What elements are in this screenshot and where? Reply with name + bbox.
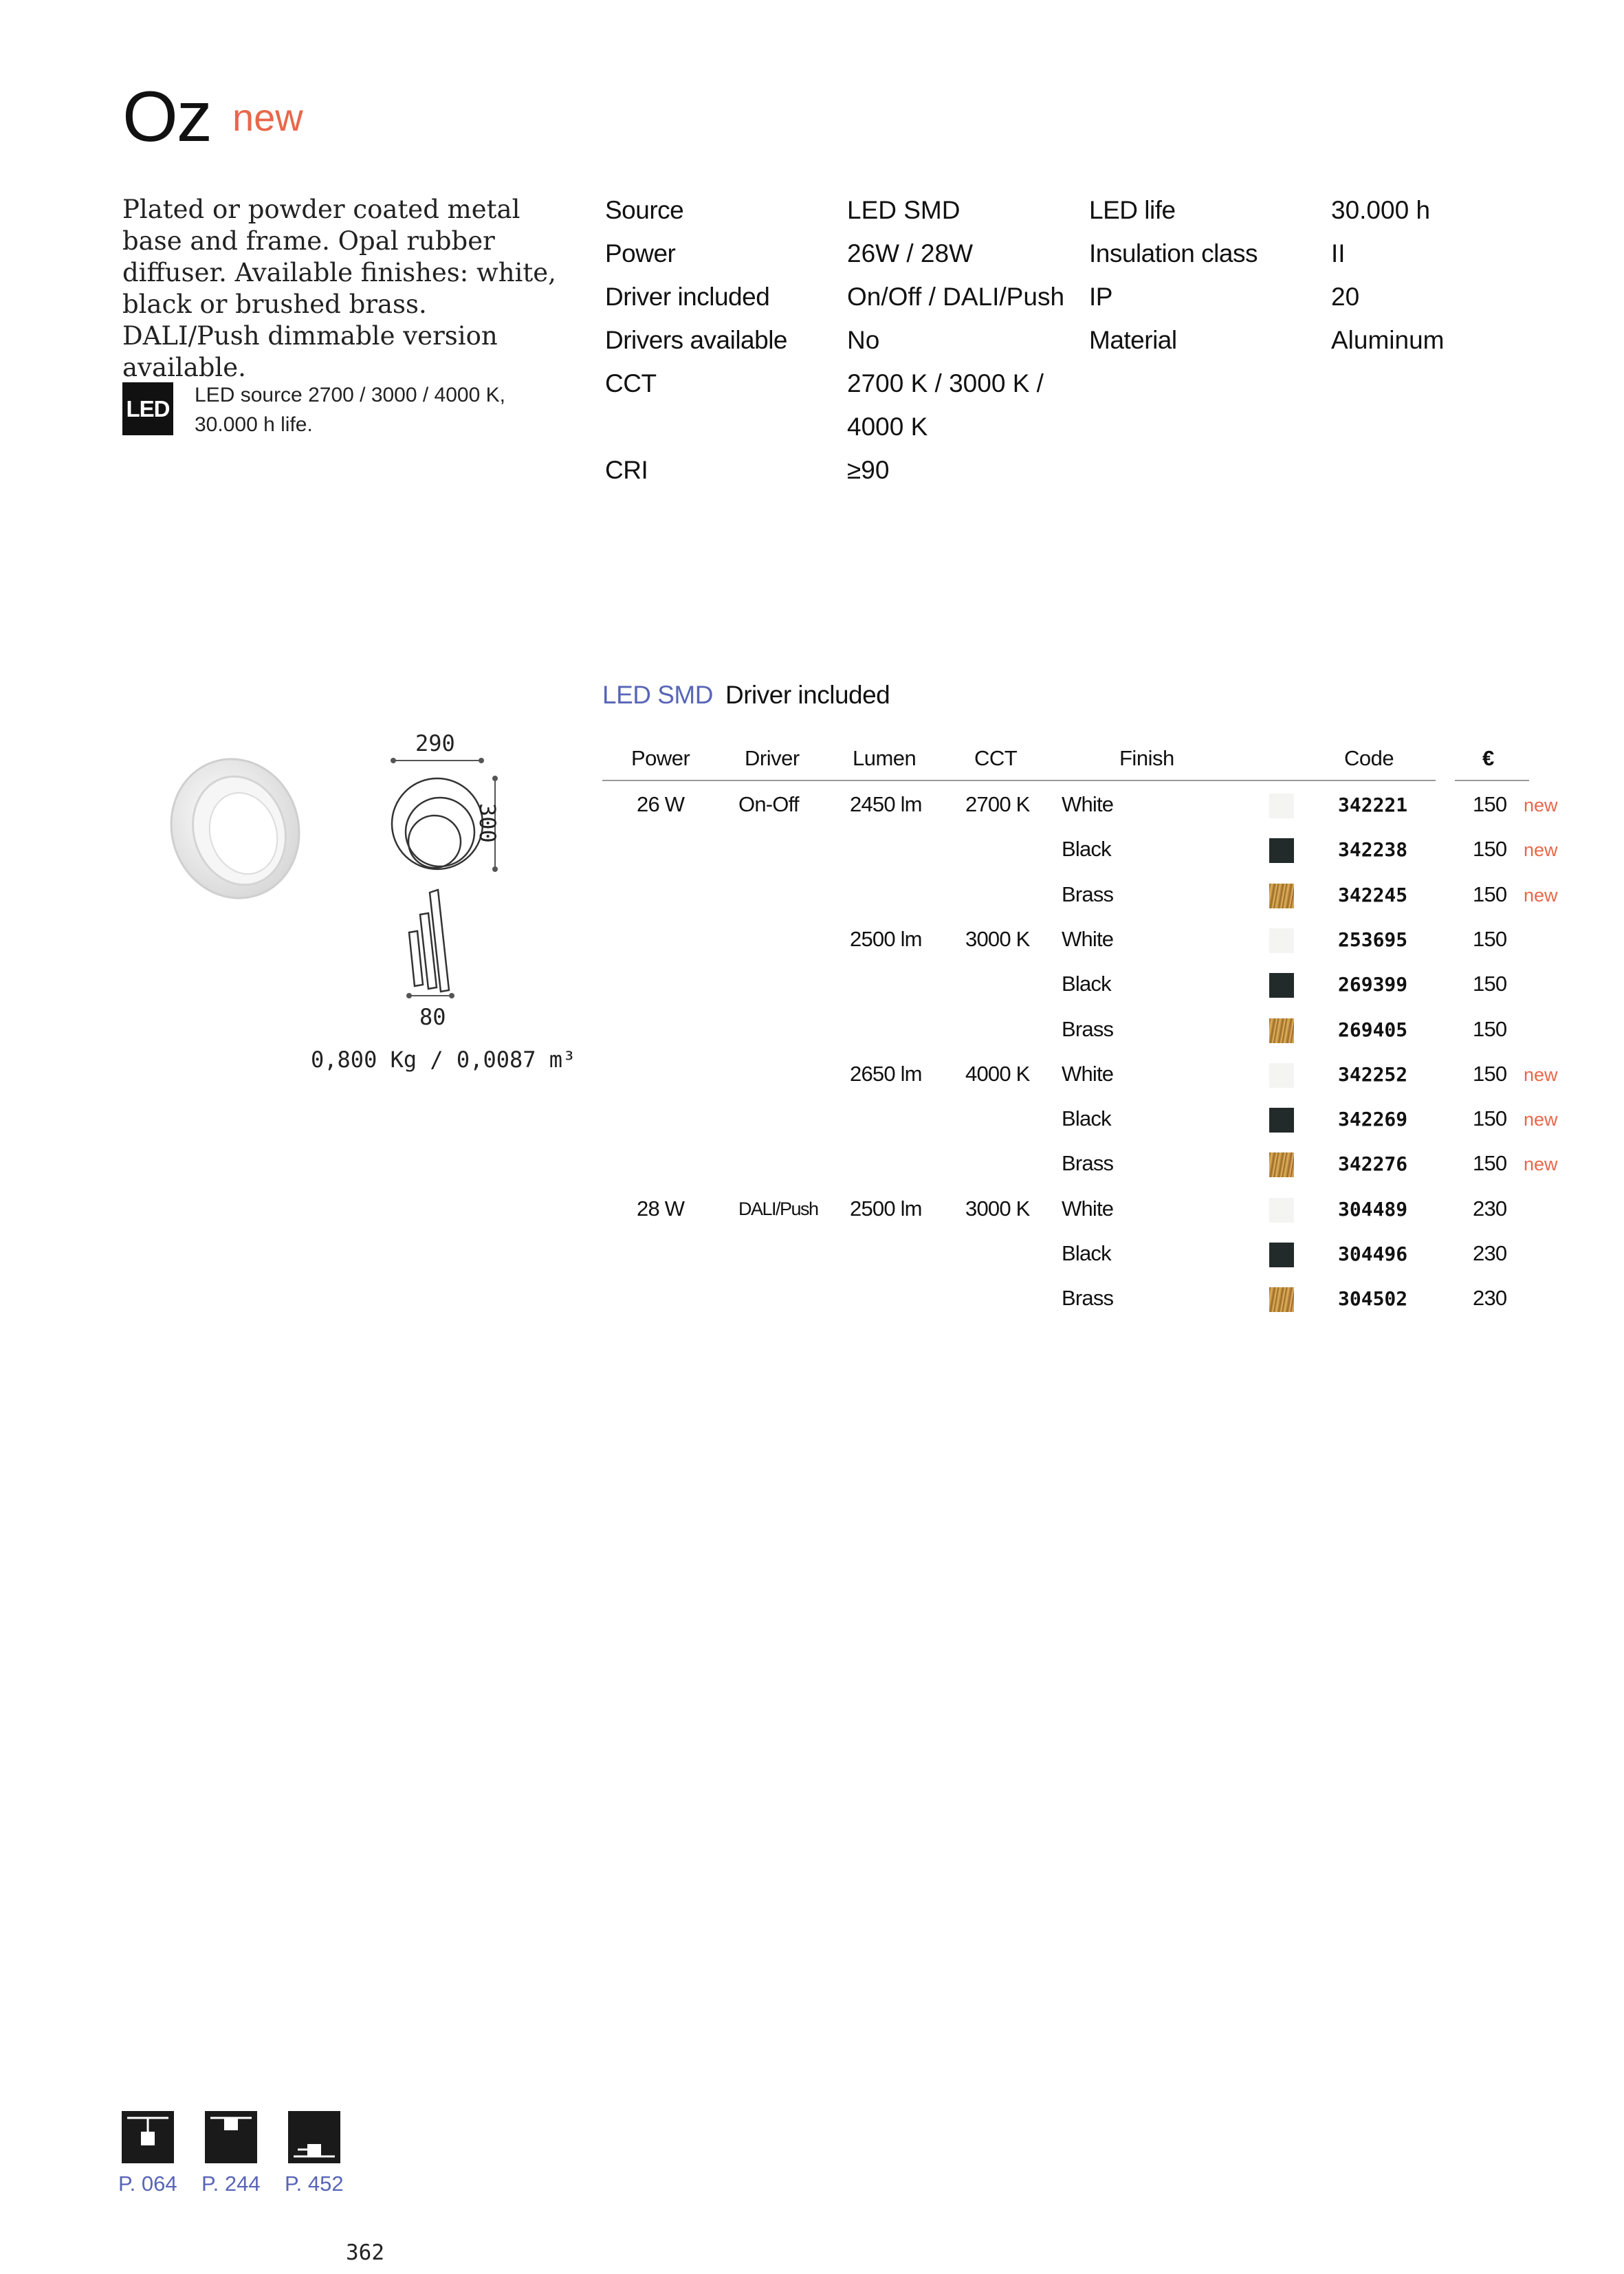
cell-lumen: 2500 lm: [850, 1196, 922, 1221]
product-description: Plated or powder coated metal base and frame. Opal rubber diffuser. Available finishes: white, black or brushed brass. DALI/Push dimmable version available.: [122, 195, 556, 382]
cell-code: 342221: [1338, 794, 1408, 816]
cell-price: 230: [1473, 1196, 1507, 1221]
cell-code: 304502: [1338, 1287, 1408, 1311]
cell-price: 150: [1473, 837, 1507, 862]
cell-lumen: 2500 lm: [850, 926, 922, 951]
weight-volume: 0,800 Kg / 0,0087 m³: [311, 1047, 576, 1073]
spec-value: LED SMD: [847, 196, 961, 224]
spec-value: II: [1331, 239, 1346, 267]
col-header-power: Power: [631, 746, 690, 770]
col-header-code: Code: [1344, 746, 1394, 770]
spec-value: Aluminum: [1331, 326, 1445, 354]
header-rule-price: [1455, 780, 1529, 781]
floor-category-icon[interactable]: [288, 2111, 340, 2163]
cell-price: 150: [1473, 1016, 1507, 1041]
col-header-lumen: Lumen: [853, 746, 917, 770]
new-tag: new: [1524, 1154, 1558, 1175]
cell-code: 304489: [1338, 1197, 1408, 1221]
page-number: 362: [346, 2240, 384, 2265]
spec-label: CCT: [605, 369, 657, 397]
new-tag: new: [1524, 1064, 1558, 1085]
cell-cct: 2700 K: [965, 792, 1030, 816]
finish-swatch-brass: [1269, 884, 1294, 908]
page-link-2[interactable]: P. 244: [201, 2172, 261, 2196]
cell-price: 150: [1473, 792, 1507, 816]
cell-driver: DALI/Push: [738, 1198, 818, 1219]
finish-swatch-white: [1269, 1198, 1294, 1223]
cell-code: 342269: [1338, 1108, 1408, 1131]
spec-label: LED life: [1089, 196, 1176, 224]
new-tag: new: [1524, 795, 1558, 816]
cell-finish: Black: [1062, 972, 1111, 996]
cell-finish: White: [1062, 792, 1114, 816]
section-header: [602, 681, 890, 710]
cell-driver: On-Off: [738, 792, 799, 816]
pendant-category-icon[interactable]: [122, 2111, 174, 2163]
cell-code: 269399: [1338, 973, 1408, 996]
cell-power: 28 W: [637, 1196, 685, 1221]
spec-label: CRI: [605, 456, 648, 484]
page-link-1[interactable]: P. 064: [118, 2172, 177, 2196]
cell-code: 253695: [1338, 928, 1408, 951]
spec-label: Driver included: [605, 283, 770, 311]
cell-price: 150: [1473, 972, 1507, 996]
dim-width: 290: [415, 730, 455, 756]
new-tag: new: [1524, 1109, 1558, 1130]
cell-code: 269405: [1338, 1018, 1408, 1041]
cell-finish: Black: [1062, 1241, 1111, 1265]
cell-price: 150: [1473, 1151, 1507, 1176]
product-photo: [158, 750, 309, 908]
product-title: Oz: [122, 77, 211, 157]
cell-price: 150: [1473, 1106, 1507, 1131]
cell-finish: Brass: [1062, 1151, 1114, 1176]
cell-finish: White: [1062, 1061, 1114, 1086]
led-note: LED source 2700 / 3000 / 4000 K, 30.000 h life.: [195, 384, 505, 436]
cell-price: 230: [1473, 1286, 1507, 1311]
cell-power: 26 W: [637, 792, 685, 816]
dim-height: 300: [474, 803, 501, 843]
finish-swatch-black: [1269, 838, 1294, 863]
cell-code: 342238: [1338, 838, 1408, 862]
col-header-finish: Finish: [1119, 746, 1174, 770]
spec-label: Drivers available: [605, 326, 787, 354]
col-header-driver: Driver: [745, 746, 800, 770]
finish-swatch-black: [1269, 973, 1294, 998]
finish-swatch-white: [1269, 1063, 1294, 1088]
side-drawing: [402, 887, 464, 1004]
cell-price: 150: [1473, 926, 1507, 951]
ceiling-category-icon[interactable]: [205, 2111, 257, 2163]
led-icon: LED: [122, 382, 173, 435]
spec-value: 2700 K / 3000 K /: [847, 369, 1044, 397]
cell-finish: Black: [1062, 837, 1111, 862]
cell-cct: 3000 K: [965, 926, 1030, 951]
spec-value: 26W / 28W: [847, 239, 973, 267]
cell-price: 150: [1473, 1061, 1507, 1086]
cell-code: 342276: [1338, 1152, 1408, 1176]
cell-finish: Black: [1062, 1106, 1111, 1131]
cell-cct: 3000 K: [965, 1196, 1030, 1221]
spec-value: 30.000 h: [1331, 196, 1431, 224]
cell-price: 230: [1473, 1241, 1507, 1265]
col-header-cct: CCT: [974, 746, 1018, 770]
cell-finish: Brass: [1062, 1286, 1114, 1311]
spec-label: Material: [1089, 326, 1177, 354]
section-driver: Driver included: [725, 681, 890, 709]
finish-swatch-brass: [1269, 1152, 1294, 1177]
cell-code: 342245: [1338, 883, 1408, 906]
cell-code: 304496: [1338, 1243, 1408, 1265]
cell-price: 150: [1473, 882, 1507, 906]
spec-value: 4000 K: [847, 413, 928, 441]
cell-code: 342252: [1338, 1062, 1408, 1086]
spec-label: Power: [605, 239, 676, 267]
spec-value: No: [847, 326, 880, 354]
spec-value: 20: [1331, 283, 1360, 311]
finish-swatch-black: [1269, 1108, 1294, 1133]
cell-finish: Brass: [1062, 882, 1114, 906]
page-link-3[interactable]: P. 452: [285, 2172, 344, 2196]
cell-finish: Brass: [1062, 1016, 1114, 1041]
spec-label: Insulation class: [1089, 239, 1258, 267]
finish-swatch-brass: [1269, 1018, 1294, 1043]
cell-lumen: 2650 lm: [850, 1061, 922, 1086]
cell-finish: White: [1062, 926, 1114, 951]
finish-swatch-white: [1269, 928, 1294, 953]
dim-depth: 80: [419, 1004, 446, 1030]
cell-lumen: 2450 lm: [850, 792, 922, 816]
col-header-price: €: [1482, 746, 1494, 770]
spec-value: On/Off / DALI/Push: [847, 283, 1065, 311]
spec-label: Source: [605, 196, 684, 224]
cell-finish: White: [1062, 1196, 1114, 1221]
header-rule: [602, 780, 1436, 781]
new-badge: new: [232, 96, 303, 139]
new-tag: new: [1524, 884, 1558, 906]
cell-cct: 4000 K: [965, 1061, 1030, 1086]
section-source: LED SMD: [602, 681, 713, 709]
new-tag: new: [1524, 840, 1558, 861]
finish-swatch-brass: [1269, 1287, 1294, 1312]
finish-swatch-white: [1269, 794, 1294, 818]
finish-swatch-black: [1269, 1243, 1294, 1267]
spec-value: ≥90: [847, 456, 890, 484]
spec-label: IP: [1089, 283, 1112, 311]
